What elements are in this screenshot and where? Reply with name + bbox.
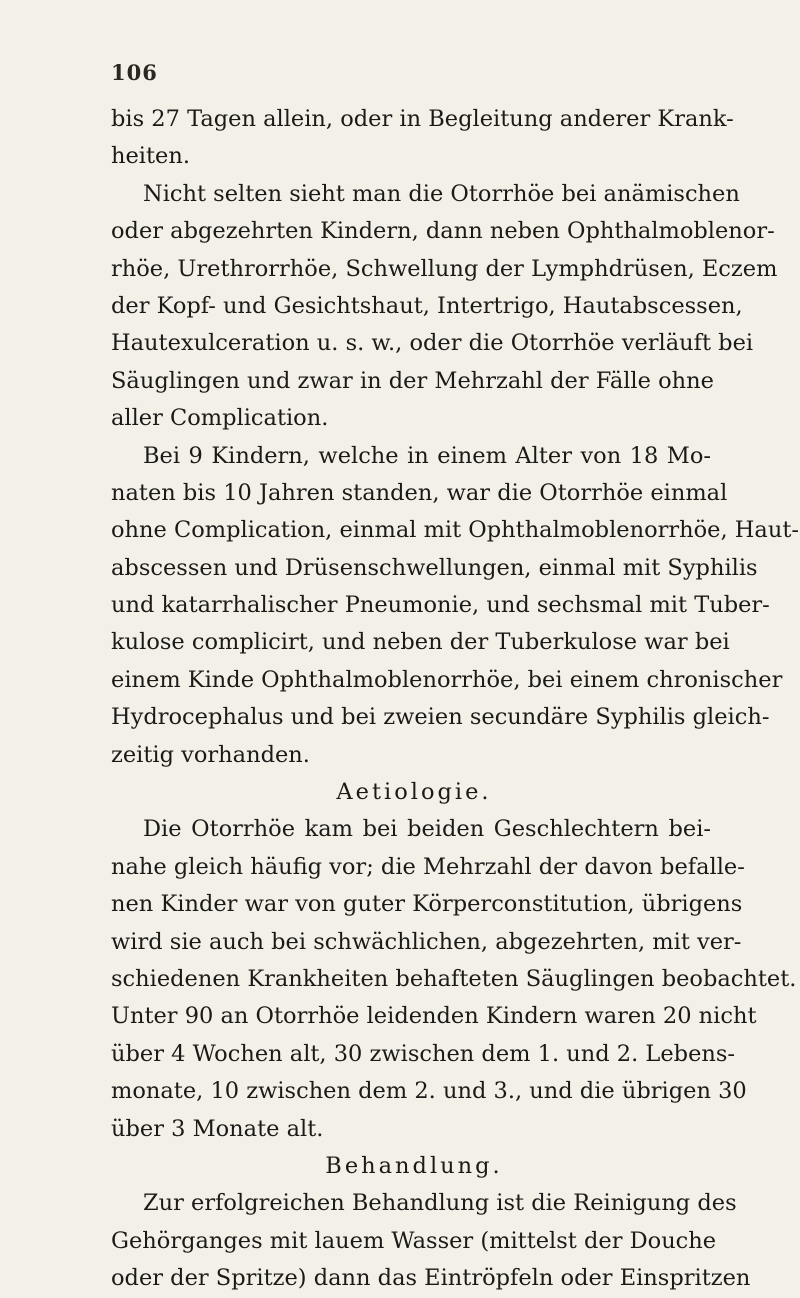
page-number: 106: [111, 60, 158, 85]
text-line: kulose complicirt, und neben der Tuberkulose war bei: [111, 629, 730, 656]
text-line: Zur erfolgreichen Behandlung ist die Reinigung des: [143, 1190, 737, 1217]
text-line: nen Kinder war von guter Körperconstitution, übrigens: [111, 891, 743, 918]
text-line: bis 27 Tagen allein, oder in Begleitung anderer Krank-: [111, 106, 734, 132]
text-line: Die Otorrhöe kam bei beiden Geschlechtern bei-: [143, 816, 711, 843]
text-line: Säuglingen und zwar in der Mehrzahl der Fälle ohne: [111, 367, 714, 394]
text-line: Hautexulceration u. s. w., oder die Otorrhöe verläuft bei: [111, 330, 754, 357]
text-line: der Kopf- und Gesichtshaut, Intertrigo, Hautabscessen,: [111, 292, 743, 319]
text-line: nahe gleich häufig vor; die Mehrzahl der davon befalle-: [111, 853, 745, 880]
text-line: Hydrocephalus und bei zweien secundäre Syphilis gleich-: [111, 704, 770, 731]
text-line: zeitig vorhanden.: [111, 741, 310, 768]
text-line: Nicht selten sieht man die Otorrhöe bei anämischen: [143, 180, 740, 207]
text-line: rhöe, Urethrorrhöe, Schwellung der Lymphdrüsen, Eczem: [111, 255, 778, 282]
text-line: naten bis 10 Jahren standen, war die Otorrhöe einmal: [111, 479, 728, 506]
text-line: einem Kinde Ophthalmoblenorrhöe, bei einem chronischer: [111, 666, 783, 693]
text-line: aller Complication.: [111, 405, 329, 432]
text-line: ohne Complication, einmal mit Ophthalmoblenorrhöe, Haut-: [111, 517, 799, 544]
text-line: oder der Spritze) dann das Eintröpfeln oder Einspritzen: [111, 1265, 751, 1292]
text-line: wird sie auch bei schwächlichen, abgezehrten, mit ver-: [111, 928, 742, 955]
text-line: monate, 10 zwischen dem 2. und 3., und die übrigen 30: [111, 1078, 747, 1105]
text-line: Gehörganges mit lauem Wasser (mittelst der Douche: [111, 1227, 717, 1254]
text-line: über 4 Wochen alt, 30 zwischen dem 1. und 2. Lebens-: [111, 1040, 736, 1067]
section-heading-behandlung: Behandlung.: [325, 1152, 503, 1179]
text-line: heiten.: [111, 143, 191, 170]
body-text: [111, 101, 799, 1298]
text-line: oder abgezehrten Kindern, dann neben Ophthalmoblenor-: [111, 218, 775, 245]
text-line: schiedenen Krankheiten behafteten Säuglingen beobachtet.: [111, 965, 797, 992]
section-heading-aetiologie: Aetiologie.: [336, 779, 492, 806]
text-line: Unter 90 an Otorrhöe leidenden Kindern waren 20 nicht: [111, 1003, 757, 1030]
text-line: abscessen und Drüsenschwellungen, einmal mit Syphilis: [111, 554, 758, 581]
text-line: über 3 Monate alt.: [111, 1115, 324, 1142]
text-line: Bei 9 Kindern, welche in einem Alter von 18 Mo-: [143, 442, 711, 469]
text-line: und katarrhalischer Pneumonie, und sechsmal mit Tuber-: [111, 592, 770, 619]
